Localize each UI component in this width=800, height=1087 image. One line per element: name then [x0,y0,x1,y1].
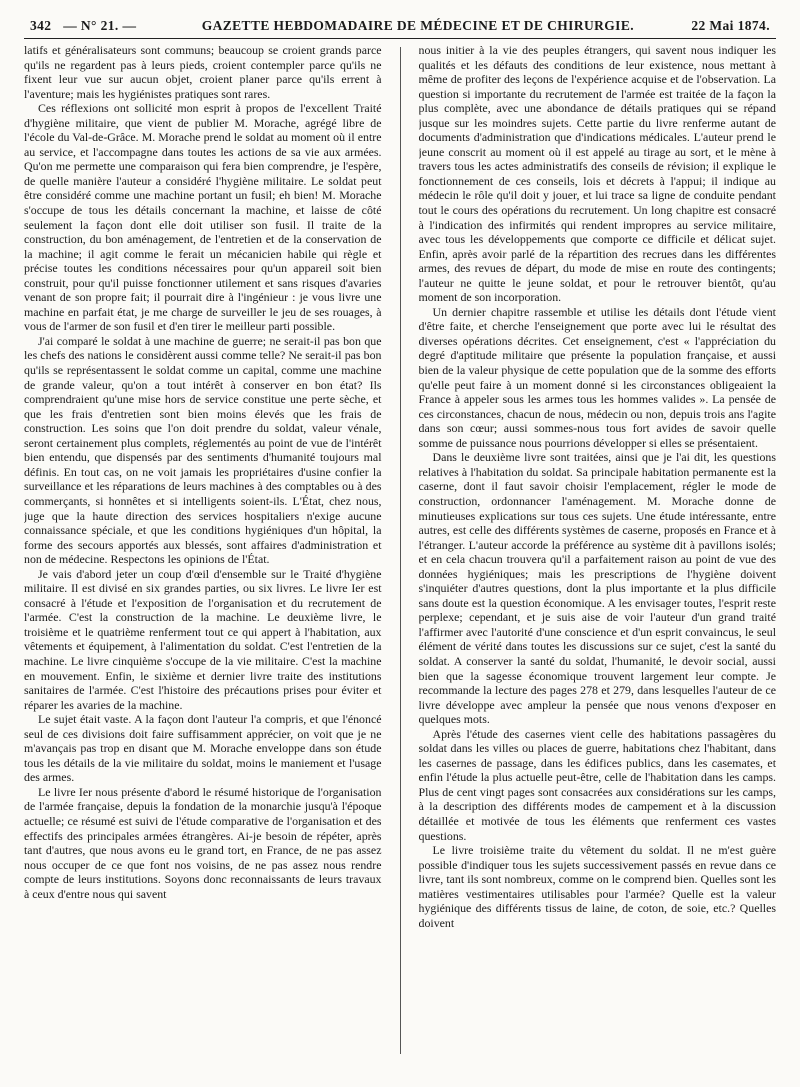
issue-number: — N° 21. — [63,18,137,33]
header-left [30,18,144,34]
paragraph: J'ai comparé le soldat à une machine de guerre; ne serait-il pas bon que les chefs des nations le considèrent aussi comme telle? Ne serait-il pas bon qu'ils se représentassent le soldat comme un capital, comme une machine de grande valeur, qu'on a tout intérêt à conserver en bon état? Ils comprendraient qu'une mise hors de service constitue une perte sèche, et que les frais d'entretien sont bien moins élevés que les frais de construction. Les soins que l'on doit prendre du soldat, valeur vénale, seront certainement plus complets, réglementés au point de vue de l'intérêt bien entendu, que dispensés par des sentiments d'humanité toujours mal définis. En tout cas, on ne voit jamais les propriétaires d'usine confier la surveillance et les réparations de leurs machines à des comptables ou à des commerçants, si honnêtes et si intelligents soient-ils. L'État, chez nous, juge que la haute direction des services hospitaliers n'exige aucune connaissance spéciale, et que les conditions hygiéniques d'un hôpital, la forme des secours apportés aux blessés, sont affaires d'administration et non de médecine. Respectons les opinions de l'État. [24,333,382,567]
paragraph: Je vais d'abord jeter un coup d'œil d'ensemble sur le Traité d'hygiène militaire. Il est divisé en six grandes parties, ou six livres. Le livre Ier est consacré à l'étude et l'exposition de l'organisation et du recrutement de l'armée. C'est la construction de la machine. Le deuxième livre, le troisième et le quatrième renferment tout ce qui appert à l'habitation, aux vêtements et équipement, à l'alimentation du soldat. C'est l'entretien de la machine. Le livre cinquième s'occupe de la vie militaire. C'est la machine en mouvement. Enfin, le sixième et dernier livre traite des institutions sanitaires de l'armée. C'est l'histoire des précautions prises pour éviter et réparer les avaries de la machine. [24,566,382,712]
paragraph: Dans le deuxième livre sont traitées, ainsi que je l'ai dit, les questions relatives à l'habitation du soldat. Sa principale habitation permanente est la caserne, dont il faut savoir choisir l'emplacement, régler le mode de construction, ordonnancer l'aménagement. M. Morache donne de minutieuses explications sur tous ces sujets. Une étude intéressante, entre autres, est celle des différents systèmes de caserne, proposés en France et à l'étranger. L'auteur accorde la préférence au système dit à pavillons isolés; et en cela chacun trouvera qu'il a parfaitement raison au point de vue des données hygiéniques; mais les prescriptions de l'hygiène doivent s'inquiéter d'autres questions, dont la plus importante et la plus difficile sans doute est la question économique. A les envisager toutes, l'esprit reste perplexe; cependant, et je suis aise de voir l'auteur d'un grand traité l'affirmer avec l'autorité d'une conscience et d'un esprit convaincus, le seul élément de vérité dans toutes les discussions sur ce sujet, c'est la santé du soldat. A conserver la santé du soldat, l'humanité, le devoir social, aussi bien que la sagesse économique trouvent largement leur compte. Je recommande la lecture des pages 278 et 279, dans lesquelles l'auteur de ce livre développe avec ampleur la pensée que nous venons d'exposer en quelques mots. [418,450,776,727]
left-column [24,43,382,1058]
right-column [419,43,777,1058]
paragraph: latifs et généralisateurs sont communs; beaucoup se croient grands parce qu'ils ne regardent pas à leurs pieds, croient contempler parce qu'ils ne fixent leur vue sur aucun objet, croient planer parce qu'ils errent à l'aventure; mais les hygiénistes pratiques sont rares. [24,43,382,101]
paragraph: Ces réflexions ont sollicité mon esprit à propos de l'excellent Traité d'hygiène militaire, que vient de publier M. Morache, agrégé libre de l'école du Val-de-Grâce. M. Morache prend le soldat au moment où il entre au service, et l'accompagne dans toutes les actions de sa vie aux armées. Qu'on me permette une comparaison qui fera bien comprendre, je l'espère, de quelle manière l'auteur a considéré l'hygiène militaire. Le soldat peut être considéré comme une machine portant un fusil; eh bien! M. Morache s'occupe de tous les détails concernant la machine, et laisse de côté seulement la façon dont elle doit utiliser son fusil. Il traite de la construction, du bon aménagement, de l'entretien et de la conservation de la machine; il agit comme le ferait un mécanicien habile qui règle et précise toutes les conditions nécessaires pour qu'un appareil soit bien construit, pour qu'il puisse fonctionner utilement et sans risques d'avaries venant de son propre fait; il pourrait dire à l'ingénieur : je vous livre une machine en parfait état, je me charge de surveiller le jeu de ses rouages, à vous de l'armer de son fusil et d'en tirer le meilleur parti possible. [24,101,382,334]
text-columns [24,43,776,1058]
column-rule [400,47,401,1054]
paragraph: Après l'étude des casernes vient celle des habitations passagères du soldat dans les villes ou places de guerre, habitations chez l'habitant, dans les casernes de passage, dans les édifices publics, dans les casemates, et enfin l'étude la plus actuelle peut-être, celle de l'habitation dans les camps. Plus de cent vingt pages sont consacrées aux considérations sur les camps, à la description des différents modes de campement et à la discussion détaillée et motivée de tous les éléments que renferment ces vastes questions. [418,726,776,843]
journal-title: GAZETTE HEBDOMADAIRE DE MÉDECINE ET DE CHIRURGIE. [201,18,634,33]
paragraph: Le sujet était vaste. A la façon dont l'auteur l'a compris, et que l'énoncé seul de ces divisions doit faire suffisamment apprécier, on voit que je ne m'avançais pas trop en disant que M. Morache enveloppe dans son étude tous les détails de la vie militaire du soldat, moins le maniement et l'usage des armes. [24,712,382,785]
paragraph: nous initier à la vie des peuples étrangers, qui savent nous indiquer les qualités et les défauts des conditions de leur existence, nous mettant à même de profiter des leçons de l'expérience acquise et de l'observation. La question si importante du recrutement de l'armée est traitée de la façon la plus complète, avec une abondance de détails pratiques qui se répand jusque sur les moindres sujets. Cette partie du livre renferme autant de documents d'administration que d'indications médicales. L'auteur prend le jeune conscrit au moment où il est appelé au tirage au sort, et le mène à travers tous les actes administratifs des conseils de révision; il explique le fonctionnement de ces conseils, lois et décrets à l'appui; il indique au médecin le rôle qu'il doit y jouer, et lui trace sa ligne de conduite pendant tout le cours des opérations du recrutement. Un long chapitre est consacré à l'indication des infirmités qui rendent impropres au service militaire, avec tous les développements que comporte ce difficile et délicat sujet. Enfin, après avoir parlé de la répartition des recrues dans les différentes armes, des revues de départ, du mode de mise en route des contingents; l'auteur ne quitte le jeune soldat, et pour le retrouver bientôt, qu'au moment de son incorporation. [418,43,776,305]
paragraph: Le livre Ier nous présente d'abord le résumé historique de l'organisation de l'armée française, depuis la fondation de la monarchie jusqu'à l'époque actuelle; ce résumé est suivi de l'étude comparative de l'organisation et des effectifs des principales armées étrangères. Ai-je besoin de répéter, après tant d'autres, que nous avons eu le grand tort, en France, de ne pas assez nous occuper de ce que font nos voisins, de ne pas assez nous rendre compte de leurs institutions. Soyons donc reconnaissants de leurs travaux à ceux d'entre nous qui savent [24,784,382,901]
issue-date: 22 Mai 1874. [691,18,770,33]
paragraph: Le livre troisième traite du vêtement du soldat. Il ne m'est guère possible d'indiquer tous les sujets successivement passés en revue dans ce livre, tant ils sont nombreux, comme on le comprend bien. Quelles sont les matières vestimentaires utilisables pour l'armée? Quelle est la valeur hygiénique des différents tissus de laine, de coton, de soie, etc.? Quelles doivent [418,843,776,930]
running-header [24,14,776,39]
paragraph: Un dernier chapitre rassemble et utilise les détails dont l'étude vient d'être faite, et cherche l'enseignement que porte avec lui le résultat des diverses opérations décrites. Cet enseignement, c'est « l'appréciation du degré d'aptitude militaire que présente la population française, et aussi bien de la valeur physique de cette population que de la somme des efforts qu'elle peut faire à un moment donné si les circonstances obligeaient la France à appeler sous les armes tous les hommes valides ». La pensée de ces circonstances, chacun de nous, médecin ou non, depuis trois ans l'agite dans son cœur; aussi sommes-nous tous fort avides de savoir quelle somme de puissance nous pourrions développer si elles se présentaient. [418,304,776,450]
page-number: 342 [30,18,52,33]
